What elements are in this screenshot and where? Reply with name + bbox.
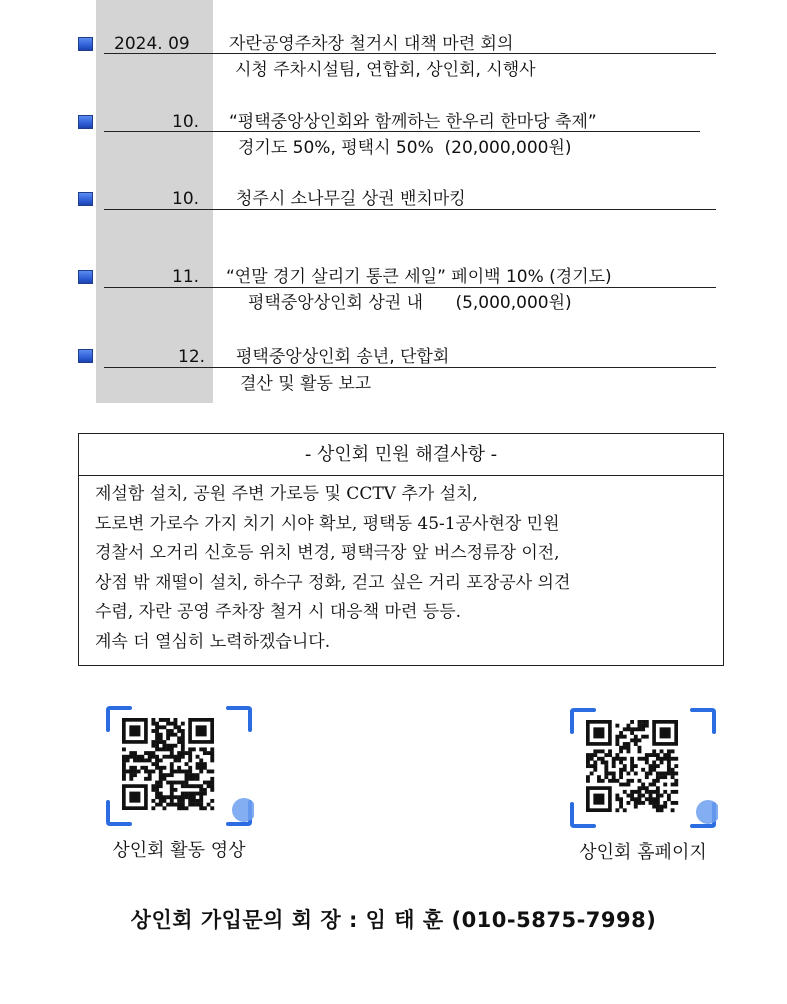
timeline-title: 자란공영주차장 철거시 대책 마련 회의 [229, 34, 514, 54]
blue-square-bullet-icon [78, 270, 93, 284]
complaints-header: - 상인회 민원 해결사항 - [79, 434, 723, 476]
timeline-underline [104, 131, 700, 132]
blue-square-bullet-icon [78, 192, 93, 206]
timeline-date: 10. [172, 189, 200, 209]
complaints-box [78, 433, 724, 666]
complaint-line: 계속 더 열심히 노력하겠습니다. [95, 631, 331, 652]
complaints-body [79, 476, 723, 658]
timeline-date: 12. [178, 347, 206, 367]
complaint-line: 상점 밖 재떨이 설치, 하수구 정화, 걷고 싶은 거리 포장공사 의견 [95, 572, 571, 593]
timeline-date: 10. [172, 112, 200, 132]
qr-code-icon[interactable] [104, 704, 254, 828]
timeline-detail: 결산 및 활동 보고 [240, 374, 372, 394]
timeline-title: “평택중앙상인회와 함께하는 한우리 한마당 축제” [229, 112, 597, 132]
complaint-line: 제설함 설치, 공원 주변 가로등 및 CCTV 추가 설치, [95, 484, 478, 504]
membership-contact: 상인회 가입문의 회 장 : 임 태 훈 (010-5875-7998) [130, 908, 657, 932]
complaint-line: 수렴, 자란 공영 주차장 철거 시 대응책 마련 등등. [95, 602, 462, 623]
timeline-date: 11. [172, 267, 200, 287]
qr-block-homepage[interactable] [550, 706, 736, 864]
blue-square-bullet-icon [78, 115, 93, 129]
qr-code-icon[interactable] [568, 706, 718, 830]
timeline-underline [104, 287, 716, 288]
blue-square-bullet-icon [78, 349, 93, 363]
timeline-underline [104, 209, 716, 210]
timeline-underline [104, 367, 716, 368]
qr-caption: 상인회 홈페이지 [579, 842, 707, 863]
timeline-date: 2024. 09 [114, 34, 190, 54]
timeline-detail: 경기도 50%, 평택시 50% (20,000,000원) [238, 138, 572, 158]
complaint-line: 경찰서 오거리 신호등 위치 변경, 평택극장 앞 버스정류장 이전, [95, 543, 560, 564]
timeline-title: 평택중앙상인회 송년, 단합회 [236, 347, 450, 367]
timeline-title: “연말 경기 살리기 통큰 세일” 페이백 10% (경기도) [226, 267, 612, 287]
timeline-detail: 시청 주차시설팀, 연합회, 상인회, 시행사 [235, 60, 536, 80]
timeline-detail: 평택중앙상인회 상권 내 (5,000,000원) [248, 293, 572, 313]
complaint-line: 도로변 가로수 가지 치기 시야 확보, 평택동 45-1공사현장 민원 [95, 513, 560, 534]
qr-block-activity-video[interactable] [88, 704, 270, 862]
qr-caption: 상인회 활동 영상 [112, 840, 246, 861]
timeline-title: 청주시 소나무길 상권 밴치마킹 [236, 189, 466, 209]
